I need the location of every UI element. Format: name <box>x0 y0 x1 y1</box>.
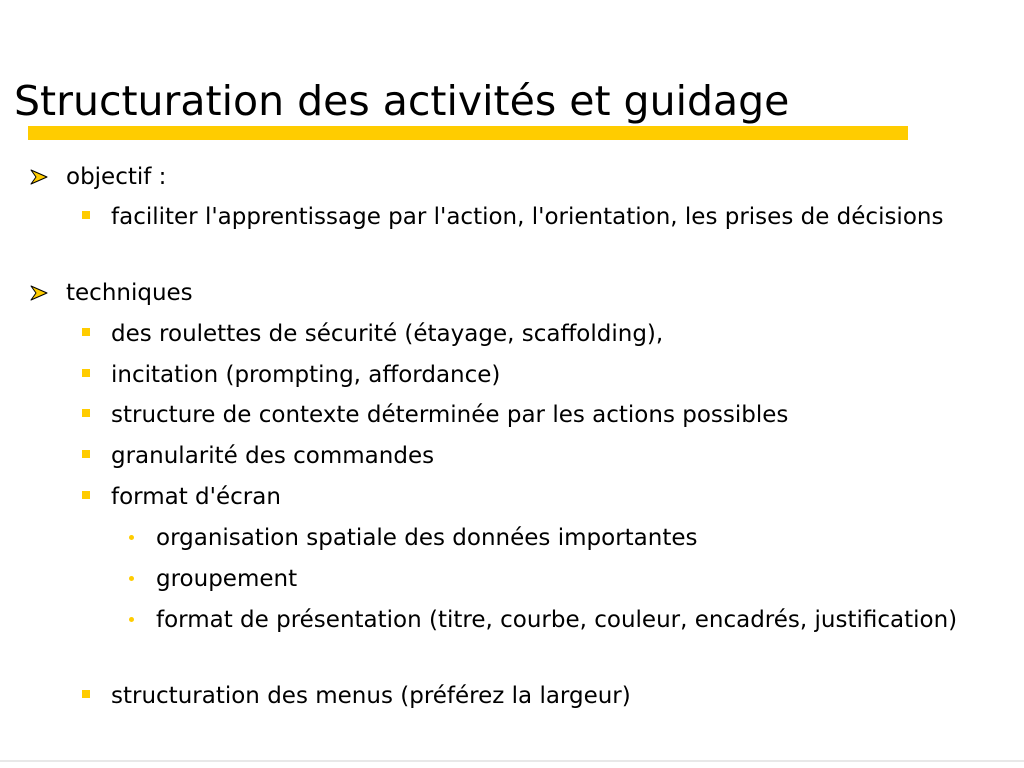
list-item <box>66 276 986 310</box>
title-underline <box>28 126 908 140</box>
list-item <box>111 200 991 234</box>
list-item-text: granularité des commandes <box>111 443 435 469</box>
square-bullet-icon <box>82 450 90 458</box>
square-bullet-icon <box>82 491 90 499</box>
square-bullet-icon <box>82 690 90 698</box>
list-item-text: des roulettes de sécurité (étayage, scaffolding), <box>111 321 664 347</box>
list-item <box>111 358 991 392</box>
list-item-text: groupement <box>156 566 298 592</box>
list-item <box>111 480 991 514</box>
list-item <box>111 439 991 473</box>
arrowhead-bullet-icon <box>28 276 50 310</box>
slide-title: Structuration des activités et guidage <box>14 77 790 125</box>
list-item <box>111 679 991 713</box>
list-item <box>156 521 986 555</box>
list-item-text: objectif : <box>66 164 167 190</box>
dot-bullet-icon <box>129 535 134 540</box>
list-item-text: techniques <box>66 280 193 306</box>
list-item-text: faciliter l'apprentissage par l'action, l'orientation, les prises de décisions <box>111 204 944 230</box>
dot-bullet-icon <box>129 576 134 581</box>
list-item <box>66 160 986 194</box>
list-item-text: incitation (prompting, affordance) <box>111 362 501 388</box>
square-bullet-icon <box>82 328 90 336</box>
square-bullet-icon <box>82 409 90 417</box>
list-item-text: format d'écran <box>111 484 281 510</box>
list-item <box>111 317 991 351</box>
list-item-text: structuration des menus (préférez la largeur) <box>111 683 631 709</box>
arrowhead-bullet-icon <box>28 160 50 194</box>
list-item-text: structure de contexte déterminée par les actions possibles <box>111 402 789 428</box>
list-item <box>156 562 986 596</box>
dot-bullet-icon <box>129 617 134 622</box>
footer-divider <box>0 760 1024 762</box>
square-bullet-icon <box>82 211 90 219</box>
list-item <box>156 603 986 637</box>
list-item-text: organisation spatiale des données importantes <box>156 525 698 551</box>
square-bullet-icon <box>82 369 90 377</box>
list-item-text: format de présentation (titre, courbe, couleur, encadrés, justification) <box>156 607 958 633</box>
list-item <box>111 398 991 432</box>
